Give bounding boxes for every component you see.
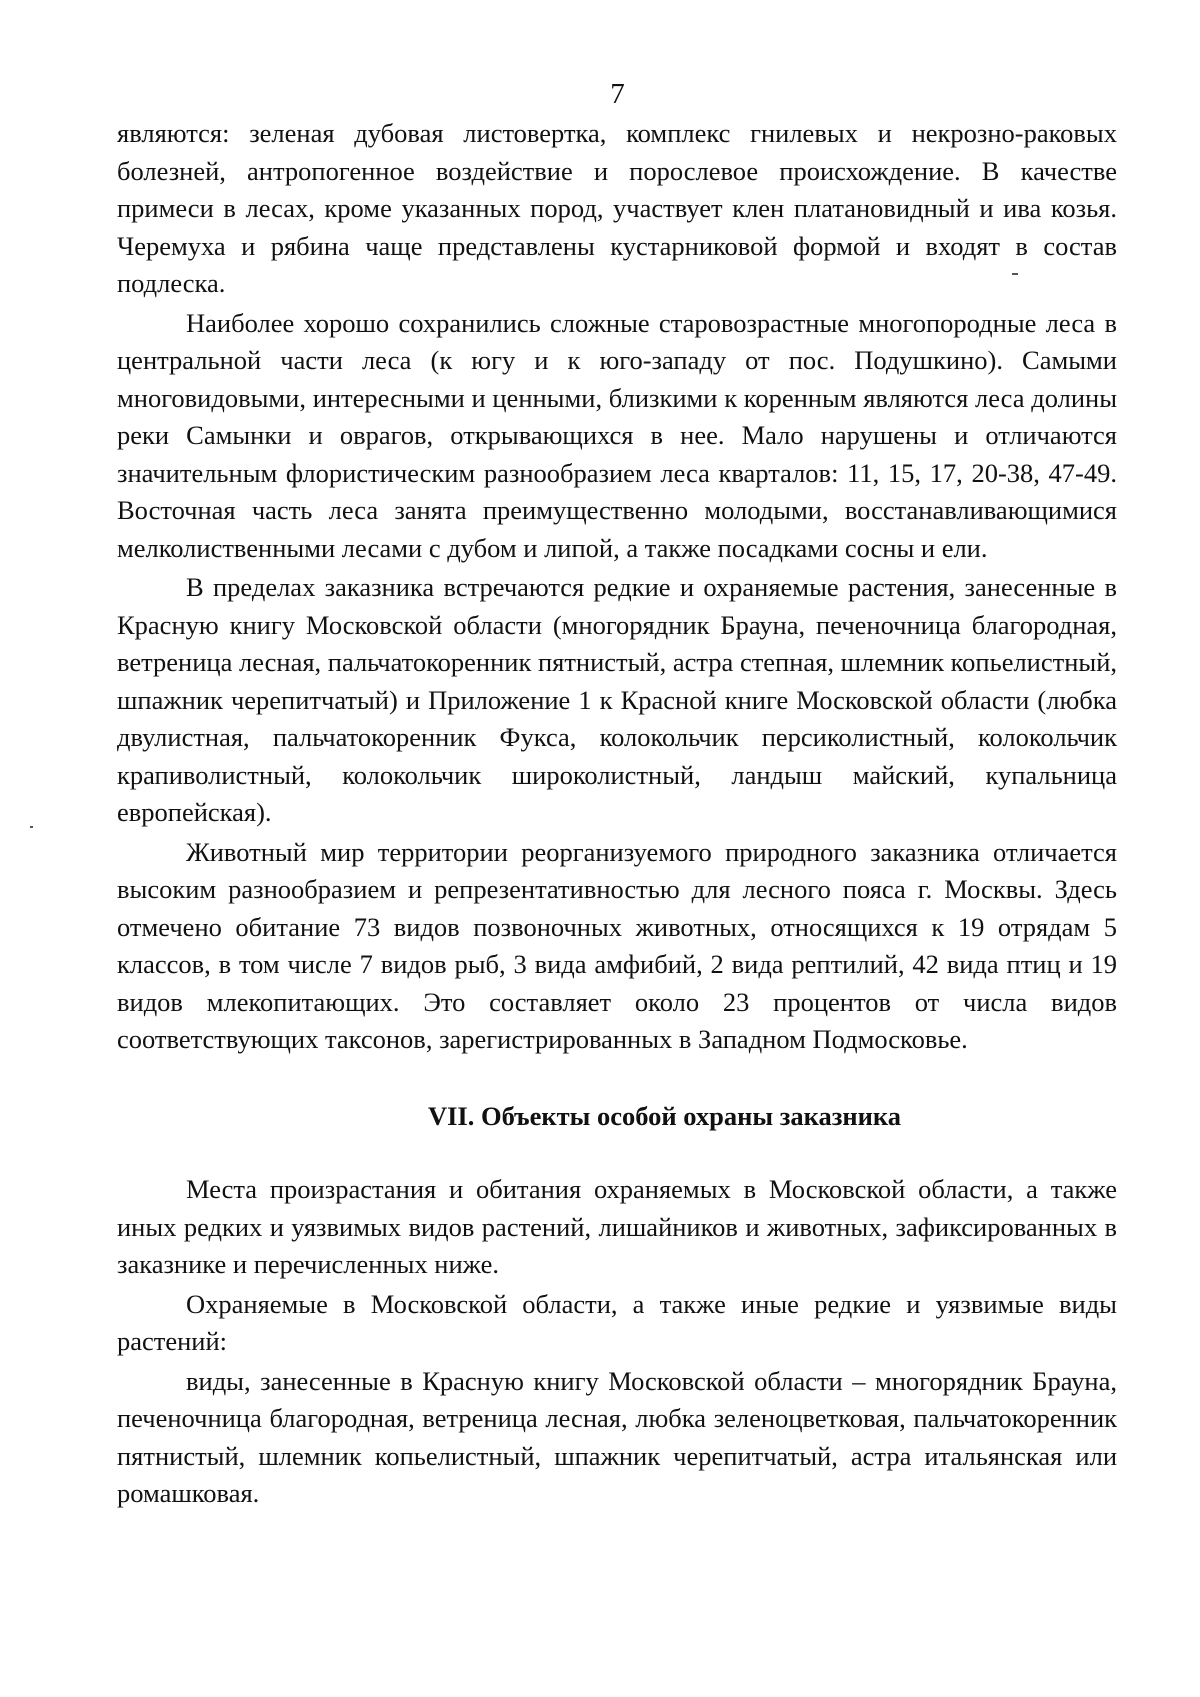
paragraph-protected-plants-intro: Охраняемые в Московской области, а также иные редкие и уязвимые виды растений: — [117, 1288, 1117, 1356]
paragraph-rare-plants: В пределах заказника встречаются редкие и охраняемые растения, занесенные в Красную книгу Московской области (многорядник Брауна, печеночница благородная, ветреница лесная, пальчатокоренник пятнистый, астра степная, шлемник копьелистный, шпажник черепитчатый) и Приложение 1 к Красной книге Московской области (любка двулистная, пальчатокоренник Фукса, колокольчик персиколистный, колокольчик крапиволистный, колокольчик широколистный, ландыш майский, купальница европейская). — [117, 572, 1117, 827]
section-heading: VII. Объекты особой охраны заказника — [427, 1100, 902, 1131]
paragraph-red-book-species: виды, занесенные в Красную книгу Московской области – многорядник Брауна, печеночница благородная, ветреница лесная, любка зеленоцветковая, пальчатокоренник пятнистый, шлемник копьелистный, шпажник черепитчатый, астра итальянская или ромашковая. — [117, 1365, 1117, 1508]
scan-speck — [30, 826, 33, 828]
paragraph-protected-habitats: Места произрастания и обитания охраняемых в Московской области, а также иных редких и уязвимых видов растений, лишайников и животных, зафиксированных в заказнике и перечисленных ниже. — [117, 1174, 1117, 1279]
paragraph-fauna: Животный мир территории реорганизуемого природного заказника отличается высоким разнообразием и репрезентативностью для лесного пояса г. Москвы. Здесь отмечено обитание 73 видов позвоночных животных, относящихся к 19 отрядам 5 классов, в том числе 7 видов рыб, 3 вида амфибий, 2 вида рептилий, 42 вида птиц и 19 видов млекопитающих. Это составляет около 23 процентов от числа видов соответствующих таксонов, зарегистрированных в Западном Подмосковье. — [117, 836, 1117, 1054]
document-body — [117, 115, 1117, 1513]
paragraph-preserved-forests: Наиболее хорошо сохранились сложные старовозрастные многопородные леса в центральной части леса (к югу и к юго-западу от пос. Подушкино). Самыми многовидовыми, интересными и ценными, близкими к коренным являются леса долины реки Самынки и оврагов, открывающихся в нее. Мало нарушены и отличаются значительным флористическим разнообразием леса кварталов: 11, 15, 17, 20-38, 47-49. Восточная часть леса занята преимущественно молодыми, восстанавливающимися мелколиственными лесами с дубом и липой, а также посадками сосны и ели. — [117, 307, 1117, 563]
page-number: 7 — [610, 78, 625, 110]
scan-speck — [1012, 273, 1018, 275]
paragraph-threats: являются: зеленая дубовая листовертка, комплекс гнилевых и некрозно-раковых болезней, антропогенное воздействие и порослевое происхождение. В качестве примеси в лесах, кроме указанных пород, участвует клен платановидный и ива козья. Черемуха и рябина чаще представлены кустарниковой формой и входят в состав подлеска. — [117, 118, 1117, 298]
